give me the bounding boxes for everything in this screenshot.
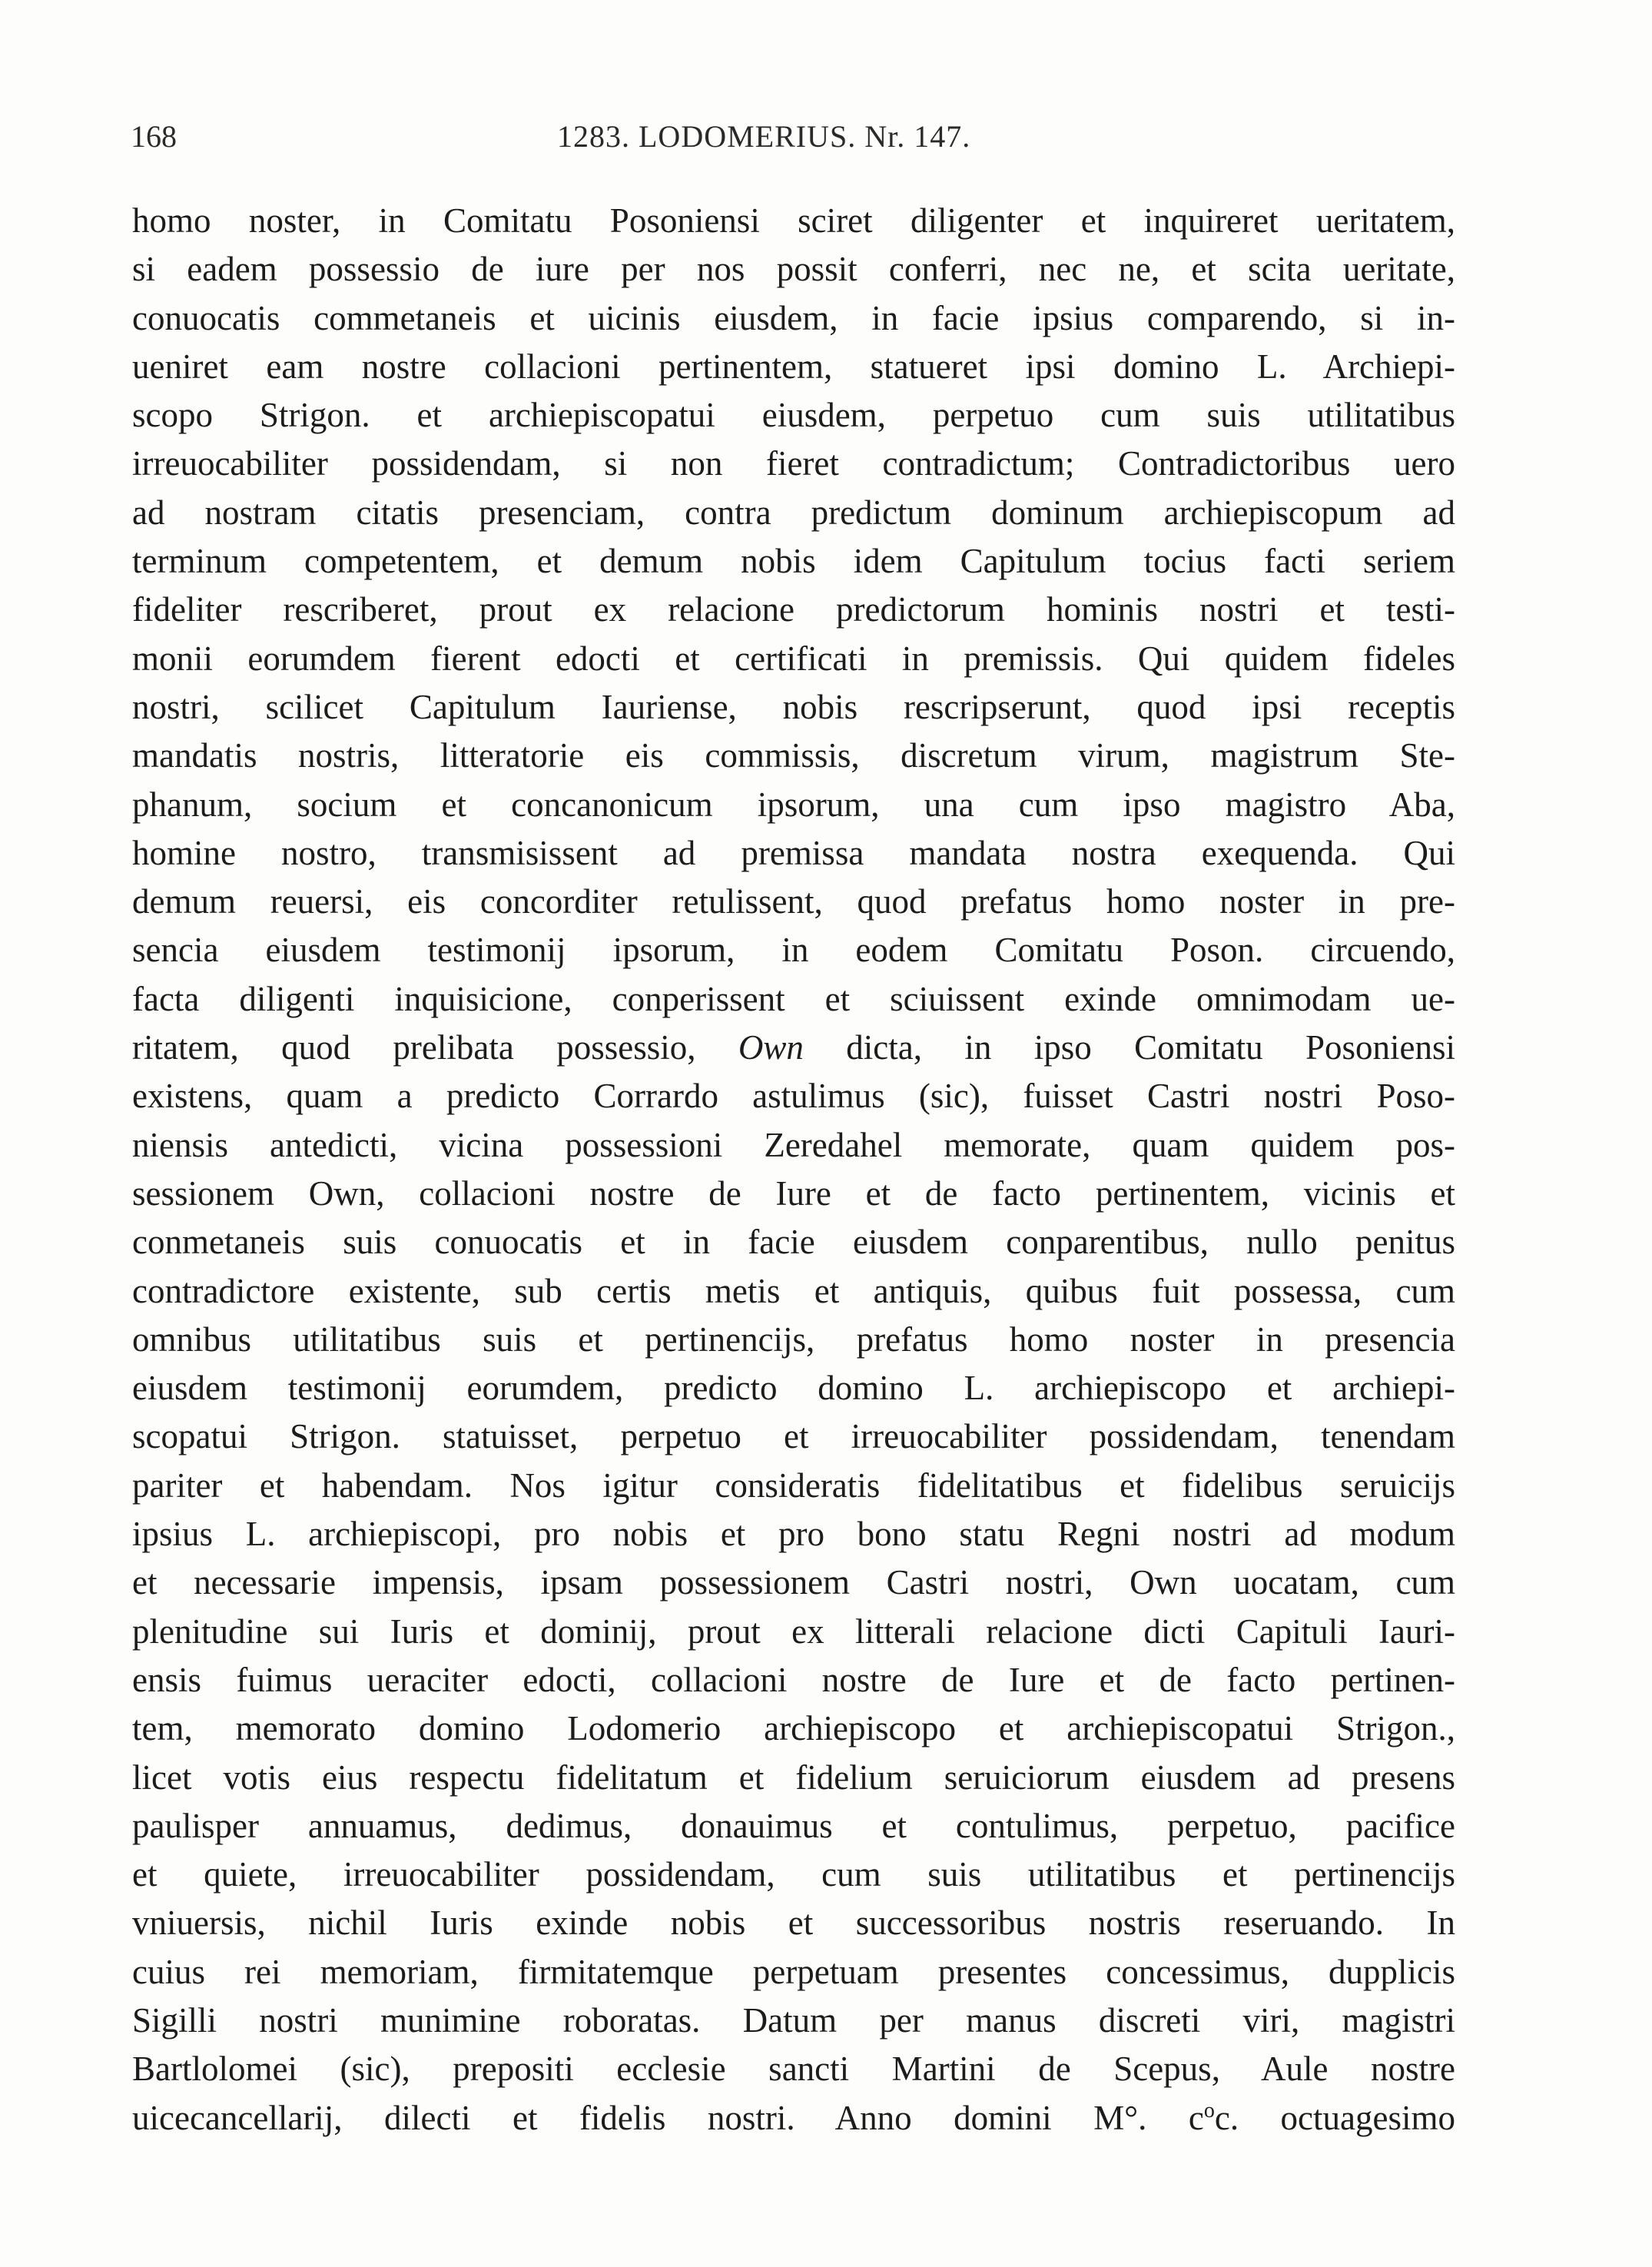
text-line [132,1704,1455,1753]
text-segment: homo noster, in Comitatu Posoniensi sciret diligenter et inquireret ueritatem, [132,201,1455,240]
superscript-text: o [1203,2098,1215,2123]
text-line [132,440,1455,488]
text-segment: Sigilli nostri munimine roboratas. Datum per manus discreti viri, magistri [132,2000,1455,2040]
text-line [132,1754,1455,1802]
text-line [132,1558,1455,1607]
text-segment: et necessarie impensis, ipsam possessionem Castri nostri, Own uocatam, cum [132,1563,1455,1602]
text-segment: ensis fuimus ueraciter edocti, collacioni nostre de Iure et de facto pertinen- [132,1660,1455,1699]
text-line [132,197,1455,245]
text-segment: licet votis eius respectu fidelitatum et fidelium seruiciorum eiusdem ad presens [132,1758,1455,1797]
text-segment: c. octuagesimo [1214,2098,1455,2137]
text-line [132,1899,1455,1947]
text-line [132,1462,1455,1510]
text-segment: ritatem, quod prelibata possessio, [132,1028,738,1067]
text-segment: existens, quam a predicto Corrardo astulimus (sic), fuisset Castri nostri Poso- [132,1077,1455,1116]
text-line [132,683,1455,732]
text-line [132,1510,1455,1558]
text-line [132,1608,1455,1656]
text-segment: Bartlolomei (sic), prepositi ecclesie sancti Martini de Scepus, Aule nostre [132,2050,1455,2089]
text-line [132,1996,1455,2045]
text-segment: tem, memorato domino Lodomerio archiepiscopo et archiepiscopatui Strigon., [132,1709,1455,1748]
text-line [132,1170,1455,1218]
text-segment: uicecancellarij, dilecti et fidelis nostri. Anno domini M°. c [132,2098,1204,2137]
text-segment: fideliter rescriberet, prout ex relacione predictorum hominis nostri et testi- [132,590,1455,629]
text-segment: contradictore existente, sub certis metis et antiquis, quibus fuit possessa, cum [132,1271,1455,1310]
text-line [132,1024,1455,1072]
text-line [132,1267,1455,1316]
text-line [132,2045,1455,2093]
text-line [132,1121,1455,1170]
text-segment: vniuersis, nichil Iuris exinde nobis et successoribus nostris reseruando. In [132,1904,1455,1943]
text-segment: et quiete, irreuocabiliter possidendam, cum suis utilitatibus et pertinencijs [132,1855,1455,1894]
text-segment: cuius rei memoriam, firmitatemque perpetuam presentes concessimus, dupplicis [132,1952,1455,1991]
text-line [132,1218,1455,1266]
text-segment: ueniret eam nostre collacioni pertinentem, statueret ipsi domino L. Archiepi- [132,347,1455,386]
text-line [132,391,1455,440]
text-line [132,537,1455,586]
text-segment: conmetaneis suis conuocatis et in facie eiusdem conparentibus, nullo penitus [132,1223,1455,1262]
text-segment: irreuocabiliter possidendam, si non fieret contradictum; Contradictoribus uero [132,444,1455,483]
italic-text: Own [738,1028,804,1067]
text-segment: niensis antedicti, vicina possessioni Zeredahel memorate, quam quidem pos- [132,1125,1455,1164]
text-segment: ad nostram citatis presenciam, contra predictum dominum archiepiscopum ad [132,493,1455,532]
text-segment: monii eorumdem fierent edocti et certificati in premissis. Qui quidem fideles [132,639,1455,678]
text-segment: si eadem possessio de iure per nos possit conferri, nec ne, et scita ueritate, [132,250,1455,289]
text-segment: ipsius L. archiepiscopi, pro nobis et pro bono statu Regni nostri ad modum [132,1515,1455,1554]
text-line [132,343,1455,391]
text-line [132,1850,1455,1899]
text-segment: dicta, in ipso Comitatu Posoniensi [803,1028,1455,1067]
text-segment: mandatis nostris, litteratorie eis commissis, discretum virum, magistrum Ste- [132,736,1455,775]
text-segment: eiusdem testimonij eorumdem, predicto domino L. archiepiscopo et archiepi- [132,1369,1455,1408]
text-segment: demum reuersi, eis concorditer retulissent, quod prefatus homo noster in pre- [132,882,1455,921]
text-line [132,635,1455,683]
text-line [132,781,1455,829]
text-line [132,1364,1455,1412]
text-line [132,1802,1455,1850]
text-line [132,878,1455,926]
text-segment: facta diligenti inquisicione, conperissent et sciuissent exinde omnimodam ue- [132,979,1455,1018]
text-line [132,245,1455,294]
text-segment: conuocatis commetaneis et uicinis eiusdem, in facie ipsius comparendo, si in- [132,298,1455,337]
text-line [132,1072,1455,1120]
text-segment: scopo Strigon. et archiepiscopatui eiusdem, perpetuo cum suis utilitatibus [132,396,1455,435]
text-line [132,294,1455,343]
text-line [132,732,1455,780]
text-line [132,829,1455,878]
text-segment: terminum competentem, et demum nobis idem Capitulum tocius facti seriem [132,542,1455,581]
text-segment: omnibus utilitatibus suis et pertinencijs, prefatus homo noster in presencia [132,1319,1455,1359]
text-line [132,1948,1455,1996]
text-segment: plenitudine sui Iuris et dominij, prout ex litterali relacione dicti Capituli Iauri- [132,1611,1455,1651]
text-line [132,926,1455,974]
text-line [132,489,1455,537]
text-line [132,1656,1455,1704]
text-segment: pariter et habendam. Nos igitur consideratis fidelitatibus et fidelibus seruicijs [132,1465,1455,1505]
text-line [132,1316,1455,1364]
text-segment: homine nostro, transmisissent ad premissa mandata nostra exequenda. Qui [132,833,1455,872]
text-line [132,586,1455,634]
page-number: 168 [131,119,177,154]
text-segment: paulisper annuamus, dedimus, donauimus et contulimus, perpetuo, pacifice [132,1806,1455,1845]
text-segment: nostri, scilicet Capitulum Iauriense, nobis rescripserunt, quod ipsi receptis [132,687,1455,726]
body-text [132,197,1455,2143]
text-segment: scopatui Strigon. statuisset, perpetuo et irreuocabiliter possidendam, tenendam [132,1417,1455,1456]
text-line [132,1412,1455,1461]
text-segment: sencia eiusdem testimonij ipsorum, in eodem Comitatu Poson. circuendo, [132,931,1455,970]
text-segment: phanum, socium et concanonicum ipsorum, una cum ipso magistro Aba, [132,785,1455,824]
text-segment: sessionem Own, collacioni nostre de Iure et de facto pertinentem, vicinis et [132,1173,1455,1213]
running-head [0,114,1652,160]
text-line [132,975,1455,1024]
header-title: 1283. LODOMERIUS. Nr. 147. [557,119,971,154]
text-line [132,2094,1455,2143]
